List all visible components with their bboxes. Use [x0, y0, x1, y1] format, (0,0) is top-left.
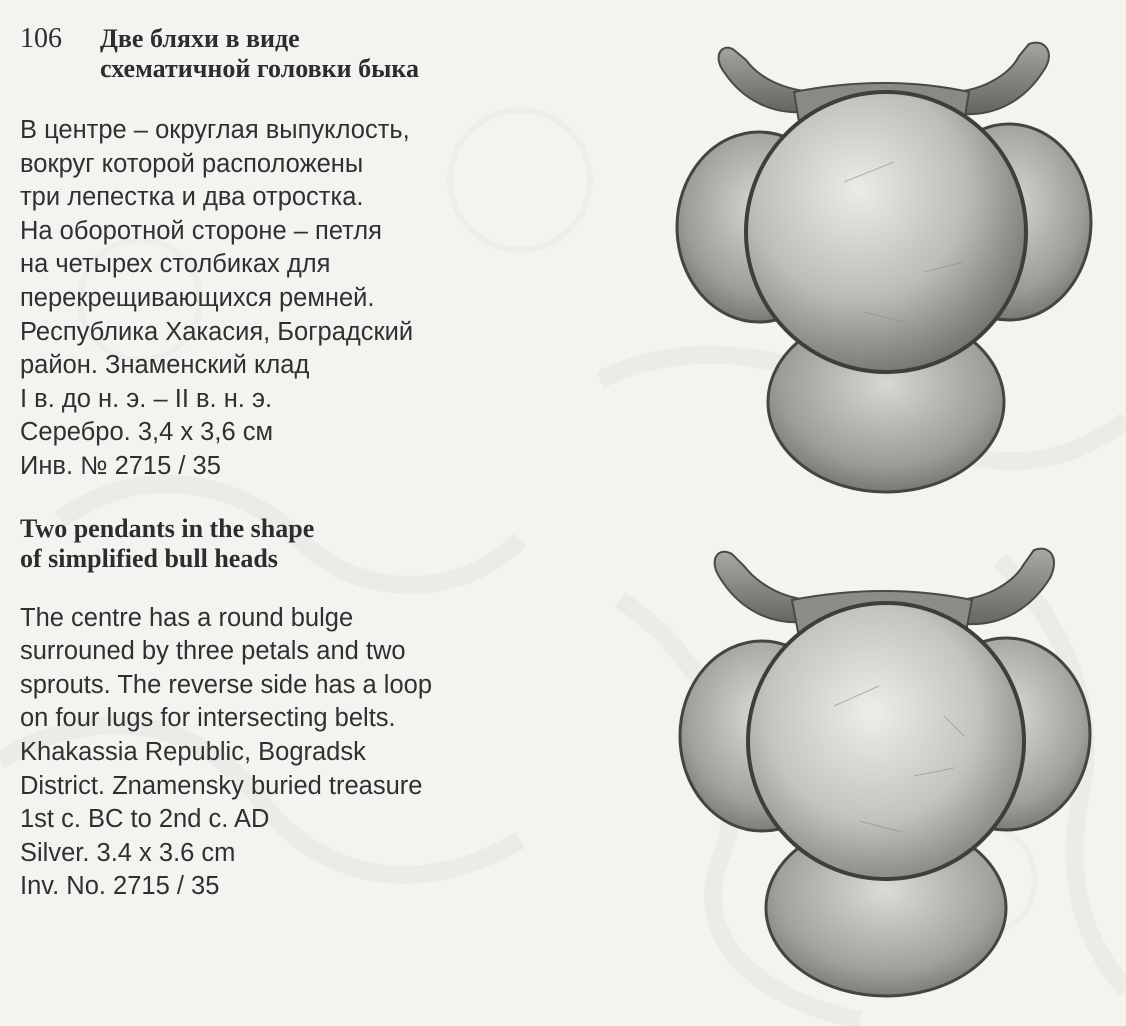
bull-head-plaque-image-bottom: [664, 536, 1104, 1006]
english-body-line: sprouts. The reverse side has a loop: [20, 670, 433, 699]
text-column: [20, 24, 610, 904]
english-body-line: District. Znamensky buried treasure: [20, 771, 423, 800]
russian-body-line: вокруг которой расположены: [20, 149, 364, 178]
russian-title-line: схематичной головки быка: [100, 54, 419, 83]
russian-body-line: Республика Хакасия, Боградский: [20, 317, 414, 346]
russian-body-line: На оборотной стороне – петля: [20, 216, 382, 245]
russian-description: [20, 114, 610, 484]
russian-title: [20, 24, 610, 84]
russian-body-line: три лепестка и два отростка.: [20, 183, 364, 212]
russian-material-size: Серебро. 3,4 х 3,6 см: [20, 418, 273, 447]
english-material-size: Silver. 3.4 x 3.6 cm: [20, 838, 236, 867]
english-title-line: Two pendants in the shape: [20, 513, 315, 543]
english-body-line: surrouned by three petals and two: [20, 637, 406, 666]
english-title-line: of simplified bull heads: [20, 543, 278, 573]
english-body-line: Khakassia Republic, Bogradsk: [20, 737, 366, 766]
russian-title-line: Две бляхи в виде: [100, 24, 300, 53]
russian-dating: I в. до н. э. – II в. н. э.: [20, 384, 273, 413]
english-title: [20, 514, 610, 574]
english-dating: 1st c. BC to 2nd c. AD: [20, 805, 270, 834]
english-description: [20, 602, 610, 904]
catalog-number: 106: [20, 23, 62, 54]
english-body-line: The centre has a round bulge: [20, 603, 354, 632]
russian-inventory-number: Инв. № 2715 / 35: [20, 451, 221, 480]
english-inventory-number: Inv. No. 2715 / 35: [20, 872, 220, 901]
russian-body-line: перекрещивающихся ремней.: [20, 283, 375, 312]
english-body-line: on four lugs for intersecting belts.: [20, 704, 396, 733]
russian-body-line: на четырех столбиках для: [20, 250, 331, 279]
russian-body-line: В центре – округлая выпуклость,: [20, 116, 410, 144]
russian-body-line: район. Знаменский клад: [20, 351, 310, 380]
bull-head-plaque-image-top: [664, 22, 1104, 502]
